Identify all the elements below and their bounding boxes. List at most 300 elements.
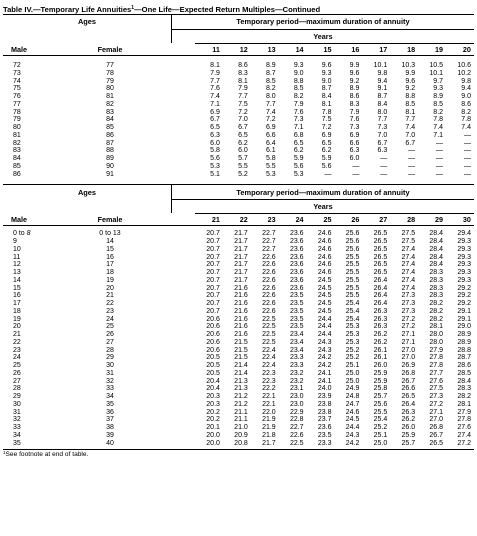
multiple-cell: 28.4	[429, 261, 444, 269]
multiple-cell: 21.6	[234, 331, 248, 338]
multiple-cell: 25.6	[345, 230, 360, 238]
multiple-cell: 22.7	[262, 245, 276, 253]
multiple-cell: 25.6	[373, 400, 388, 408]
multiple-cell: 9.8	[377, 69, 388, 77]
male-age-cell: 76	[13, 93, 21, 100]
multiple-cell: 22.1	[262, 400, 276, 408]
multiple-cell: 20.7	[206, 292, 220, 300]
multiple-cell: 7.5	[321, 116, 332, 124]
year-column-header: 17	[379, 44, 388, 54]
multiple-cell: 7.7	[265, 100, 276, 108]
multiple-cell: 24.2	[317, 362, 332, 369]
multiple-cell: 29.1	[457, 315, 471, 323]
multiple-cell: 24.6	[317, 253, 332, 261]
table-row	[3, 230, 474, 238]
multiple-cell: 26.4	[373, 284, 388, 292]
multiple-cell: 7.6	[293, 108, 304, 116]
multiple-cell: 9.6	[349, 69, 360, 77]
multiple-cell: 26.5	[373, 261, 388, 269]
multiple-cell: 27.2	[429, 400, 444, 408]
multiple-cell: 26.6	[401, 385, 416, 393]
table-row	[3, 424, 474, 432]
multiple-cell: 21.7	[234, 230, 248, 238]
multiple-cell: 23.2	[289, 369, 304, 377]
multiple-cell: 8.2	[433, 108, 444, 116]
multiple-cell: —	[352, 162, 360, 170]
temporary-period-header: Temporary period—maximum duration of annuity	[171, 15, 474, 29]
table-row	[3, 163, 474, 171]
multiple-cell: 10.1	[373, 62, 388, 69]
multiple-cell: 22.5	[262, 323, 276, 331]
multiple-cell: 28.4	[429, 245, 444, 253]
female-age-cell: 33	[106, 385, 114, 393]
female-age-cell: 38	[106, 424, 114, 431]
table-row	[3, 261, 474, 269]
multiple-cell: 27.3	[401, 300, 416, 307]
multiple-cell: 26.1	[373, 354, 388, 362]
multiple-cell: 23.8	[317, 408, 332, 416]
multiple-cell: 20.4	[206, 385, 220, 393]
year-column-header: 27	[379, 215, 388, 225]
female-age-cell: 30	[106, 362, 114, 369]
multiple-cell: 23.2	[289, 377, 304, 385]
male-age-cell: 15	[13, 284, 21, 292]
multiple-cell: 6.9	[210, 108, 220, 116]
multiple-cell: 28.5	[457, 369, 471, 377]
multiple-cell: 28.9	[457, 338, 471, 346]
multiple-cell: 20.1	[206, 424, 220, 431]
male-age-cell: 82	[13, 139, 21, 147]
multiple-cell: 28.0	[429, 338, 444, 346]
multiple-cell: 21.6	[234, 292, 248, 300]
year-column-header: 25	[323, 215, 332, 225]
multiple-cell: 26.9	[401, 362, 416, 369]
multiple-cell: 20.0	[206, 431, 220, 439]
male-age-cell: 85	[13, 162, 21, 170]
multiple-cell: 6.8	[293, 131, 304, 139]
year-column-header: 13	[267, 44, 276, 54]
multiple-cell: 22.6	[262, 307, 276, 315]
multiple-cell: 27.1	[429, 408, 444, 416]
multiple-cell: 23.5	[289, 323, 304, 331]
table-row	[3, 432, 474, 440]
multiple-cell: 21.6	[234, 315, 248, 323]
male-age-cell: 16	[13, 292, 21, 300]
multiple-cell: 21.7	[234, 276, 248, 284]
table-row	[3, 308, 474, 316]
multiple-cell: 7.1	[210, 100, 220, 108]
female-age-cell: 78	[106, 69, 114, 77]
multiple-cell: 24.4	[317, 323, 332, 331]
multiple-cell: 9.4	[461, 85, 471, 93]
multiple-cell: 25.4	[345, 300, 360, 307]
multiple-cell: 7.8	[461, 116, 471, 124]
multiple-cell: 7.4	[461, 124, 471, 131]
multiple-cell: 23.3	[289, 354, 304, 362]
multiple-cell: 28.3	[457, 385, 471, 393]
year-column-header: 29	[435, 215, 444, 225]
multiple-cell: 10.5	[429, 62, 444, 69]
multiple-cell: 23.6	[289, 253, 304, 261]
male-age-cell: 17	[13, 300, 21, 307]
female-age-cell: 16	[106, 253, 114, 261]
multiple-cell: 5.3	[210, 162, 220, 170]
male-age-cell: 21	[13, 331, 21, 338]
female-age-cell: 39	[106, 431, 114, 439]
multiple-cell: 20.0	[206, 439, 220, 447]
multiple-cell: 25.8	[373, 385, 388, 393]
female-age-cell: 83	[106, 108, 114, 116]
table-section-1	[3, 14, 474, 184]
multiple-cell: 9.8	[461, 77, 471, 85]
multiple-cell: 20.5	[206, 362, 220, 369]
male-age-cell: 0 to 8	[13, 230, 31, 238]
multiple-cell: 27.4	[401, 269, 416, 276]
data-table-2	[3, 230, 474, 447]
multiple-cell: 28.3	[429, 284, 444, 292]
multiple-cell: 27.6	[457, 424, 471, 431]
multiple-cell: 9.2	[405, 85, 416, 93]
multiple-cell: 23.5	[289, 292, 304, 300]
multiple-cell: 22.6	[262, 261, 276, 269]
multiple-cell: 27.0	[401, 346, 416, 354]
multiple-cell: 25.4	[345, 315, 360, 323]
multiple-cell: 7.9	[293, 100, 304, 108]
year-column-header: 28	[407, 215, 416, 225]
multiple-cell: 21.7	[234, 245, 248, 253]
male-age-cell: 32	[13, 416, 21, 424]
multiple-cell: 6.3	[377, 147, 388, 155]
multiple-cell: 27.4	[457, 431, 471, 439]
multiple-cell: 20.6	[206, 338, 220, 346]
multiple-cell: 26.0	[401, 424, 416, 431]
multiple-cell: 21.6	[234, 323, 248, 331]
female-header: Female	[97, 44, 123, 54]
multiple-cell: 9.6	[405, 77, 416, 85]
multiple-cell: 23.6	[289, 245, 304, 253]
multiple-cell: 5.6	[210, 155, 220, 162]
male-age-cell: 29	[13, 393, 21, 400]
multiple-cell: 26.5	[429, 439, 444, 447]
multiple-cell: 20.6	[206, 315, 220, 323]
male-age-cell: 73	[13, 69, 21, 77]
female-age-cell: 40	[106, 439, 114, 447]
multiple-cell: 27.8	[429, 362, 444, 369]
year-column-header: 22	[239, 215, 248, 225]
multiple-cell: 21.0	[234, 424, 248, 431]
multiple-cell: 21.1	[234, 416, 248, 424]
multiple-cell: 26.5	[401, 393, 416, 400]
multiple-cell: —	[408, 162, 416, 170]
female-age-cell: 0 to 13	[99, 230, 121, 238]
multiple-cell: 7.9	[238, 85, 248, 93]
table-row	[3, 323, 474, 331]
multiple-cell: 8.0	[377, 108, 388, 116]
multiple-cell: 23.3	[289, 362, 304, 369]
multiple-cell: 22.5	[262, 331, 276, 338]
table-row	[3, 409, 474, 417]
multiple-cell: 26.3	[373, 307, 388, 315]
multiple-cell: 21.5	[234, 354, 248, 362]
multiple-cell: 10.6	[457, 62, 471, 69]
multiple-cell: 6.2	[293, 147, 304, 155]
multiple-cell: 9.0	[461, 93, 471, 100]
multiple-cell: 22.4	[262, 346, 276, 354]
years-header: Years	[171, 200, 474, 213]
multiple-cell: 26.3	[401, 408, 416, 416]
multiple-cell: 25.6	[345, 238, 360, 245]
multiple-cell: 7.7	[238, 93, 248, 100]
multiple-cell: 26.4	[373, 276, 388, 284]
male-header: Male	[11, 44, 27, 54]
multiple-cell: 8.5	[293, 85, 304, 93]
male-age-cell: 10	[13, 245, 21, 253]
multiple-cell: 9.0	[321, 77, 332, 85]
multiple-cell: 24.7	[345, 400, 360, 408]
multiple-cell: 8.2	[461, 108, 471, 116]
multiple-cell: 10.3	[401, 62, 416, 69]
multiple-cell: 24.5	[317, 307, 332, 315]
table-row	[3, 316, 474, 324]
multiple-cell: 6.0	[349, 155, 360, 162]
multiple-cell: 8.1	[210, 62, 220, 69]
table-row	[3, 378, 474, 386]
multiple-cell: 25.2	[345, 354, 360, 362]
female-age-cell: 23	[106, 307, 114, 315]
multiple-cell: 29.3	[457, 261, 471, 269]
multiple-cell: 25.0	[373, 439, 388, 447]
multiple-cell: 26.5	[373, 238, 388, 245]
multiple-cell: 29.3	[457, 253, 471, 261]
female-age-cell: 82	[106, 100, 114, 108]
female-age-cell: 32	[106, 377, 114, 385]
table-row	[3, 171, 474, 179]
multiple-cell: 21.6	[234, 307, 248, 315]
multiple-cell: 25.2	[373, 424, 388, 431]
multiple-cell: —	[408, 155, 416, 162]
multiple-cell: 7.3	[349, 124, 360, 131]
multiple-cell: 20.6	[206, 331, 220, 338]
multiple-cell: 24.6	[317, 269, 332, 276]
multiple-cell: 23.4	[289, 346, 304, 354]
multiple-cell: 24.1	[317, 377, 332, 385]
title-footnote-mark: 1	[131, 5, 135, 11]
multiple-cell: 6.6	[265, 131, 276, 139]
multiple-cell: 24.5	[317, 300, 332, 307]
multiple-cell: 22.5	[262, 338, 276, 346]
multiple-cell: 21.9	[262, 416, 276, 424]
table-row	[3, 269, 474, 277]
multiple-cell: 9.4	[377, 77, 388, 85]
multiple-cell: 23.5	[317, 431, 332, 439]
multiple-cell: 25.0	[345, 369, 360, 377]
multiple-cell: 24.6	[317, 238, 332, 245]
multiple-cell: 6.5	[321, 139, 332, 147]
multiple-cell: 7.6	[349, 116, 360, 124]
male-age-cell: 24	[13, 354, 21, 362]
female-age-cell: 81	[106, 93, 114, 100]
female-age-cell: 28	[106, 346, 114, 354]
female-age-cell: 25	[106, 323, 114, 331]
multiple-cell: 7.2	[321, 124, 332, 131]
multiple-cell: 8.1	[321, 100, 332, 108]
multiple-cell: 24.9	[345, 385, 360, 393]
multiple-cell: 28.2	[429, 307, 444, 315]
multiple-cell: 8.9	[349, 85, 360, 93]
multiple-cell: 25.6	[345, 245, 360, 253]
table-row	[3, 155, 474, 163]
multiple-cell: 25.1	[373, 431, 388, 439]
table-row	[3, 254, 474, 262]
multiple-cell: —	[324, 170, 332, 178]
female-age-cell: 87	[106, 139, 114, 147]
multiple-cell: 9.7	[433, 77, 444, 85]
male-age-cell: 84	[13, 155, 21, 162]
multiple-cell: 24.2	[317, 354, 332, 362]
multiple-cell: 26.4	[373, 300, 388, 307]
multiple-cell: 7.5	[238, 100, 248, 108]
multiple-cell: 7.6	[210, 85, 220, 93]
multiple-cell: 6.6	[349, 139, 360, 147]
multiple-cell: 27.0	[429, 416, 444, 424]
multiple-cell: 24.6	[317, 245, 332, 253]
multiple-cell: 26.1	[373, 346, 388, 354]
multiple-cell: 20.7	[206, 245, 220, 253]
multiple-cell: 28.4	[457, 377, 471, 385]
multiple-cell: —	[380, 155, 388, 162]
table-row	[3, 339, 474, 347]
multiple-cell: 23.5	[289, 300, 304, 307]
multiple-cell: 9.3	[433, 85, 444, 93]
multiple-cell: 27.5	[401, 238, 416, 245]
multiple-cell: 8.2	[293, 93, 304, 100]
multiple-cell: 5.9	[293, 155, 304, 162]
table-row	[3, 354, 474, 362]
multiple-cell: —	[464, 131, 471, 139]
multiple-cell: 29.3	[457, 276, 471, 284]
multiple-cell: 8.6	[349, 93, 360, 100]
multiple-cell: 22.3	[262, 377, 276, 385]
multiple-cell: 20.8	[234, 439, 248, 447]
multiple-cell: 23.8	[317, 400, 332, 408]
multiple-cell: 6.2	[238, 139, 248, 147]
female-age-cell: 35	[106, 400, 114, 408]
multiple-cell: 6.0	[210, 139, 220, 147]
multiple-cell: 20.5	[206, 354, 220, 362]
multiple-cell: 23.6	[289, 230, 304, 238]
multiple-cell: 20.7	[206, 269, 220, 276]
multiple-cell: 25.7	[401, 439, 416, 447]
male-age-cell: 34	[13, 431, 21, 439]
multiple-cell: 8.5	[265, 77, 276, 85]
multiple-cell: 8.7	[265, 69, 276, 77]
multiple-cell: 23.6	[289, 238, 304, 245]
female-age-cell: 34	[106, 393, 114, 400]
multiple-cell: 9.3	[321, 69, 332, 77]
male-header: Male	[11, 215, 27, 225]
multiple-cell: 8.8	[405, 93, 416, 100]
multiple-cell: 21.9	[262, 424, 276, 431]
male-age-cell: 35	[13, 439, 21, 447]
multiple-cell: 28.4	[429, 238, 444, 245]
multiple-cell: 5.9	[321, 155, 332, 162]
multiple-cell: 23.3	[317, 439, 332, 447]
table-row	[3, 124, 474, 132]
male-age-cell: 20	[13, 323, 21, 331]
multiple-cell: 27.3	[429, 393, 444, 400]
multiple-cell: 8.9	[265, 62, 276, 69]
table-row	[3, 393, 474, 401]
multiple-cell: 21.7	[234, 269, 248, 276]
male-age-cell: 72	[13, 62, 21, 69]
multiple-cell: 27.2	[401, 315, 416, 323]
multiple-cell: 7.0	[238, 116, 248, 124]
multiple-cell: 21.2	[234, 400, 248, 408]
table-title	[3, 2, 474, 14]
male-age-cell: 22	[13, 338, 21, 346]
table-row	[3, 331, 474, 339]
multiple-cell: 24.0	[317, 385, 332, 393]
temporary-period-header: Temporary period—maximum duration of annuity	[171, 185, 474, 199]
multiple-cell: 21.7	[262, 439, 276, 447]
multiple-cell: 7.8	[433, 116, 444, 124]
multiple-cell: 22.6	[262, 276, 276, 284]
multiple-cell: 26.7	[429, 431, 444, 439]
multiple-cell: 22.7	[262, 230, 276, 238]
multiple-cell: 8.2	[265, 85, 276, 93]
table-row	[3, 347, 474, 355]
female-age-cell: 19	[106, 276, 114, 284]
multiple-cell: 22.5	[262, 315, 276, 323]
year-column-header: 18	[407, 44, 416, 54]
multiple-cell: 22.5	[289, 439, 304, 447]
multiple-cell: 27.3	[401, 292, 416, 300]
multiple-cell: —	[380, 162, 388, 170]
multiple-cell: 27.4	[401, 245, 416, 253]
multiple-cell: 6.2	[321, 147, 332, 155]
multiple-cell: 8.5	[433, 100, 444, 108]
female-age-cell: 84	[106, 116, 114, 124]
multiple-cell: 28.4	[429, 253, 444, 261]
female-age-cell: 29	[106, 354, 114, 362]
multiple-cell: 20.4	[206, 377, 220, 385]
multiple-cell: 25.5	[345, 276, 360, 284]
male-age-cell: 30	[13, 400, 21, 408]
table-row	[3, 85, 474, 93]
multiple-cell: 6.9	[321, 131, 332, 139]
multiple-cell: 27.4	[401, 284, 416, 292]
multiple-cell: 6.7	[238, 124, 248, 131]
male-age-cell: 27	[13, 377, 21, 385]
multiple-cell: 26.8	[401, 369, 416, 377]
multiple-cell: 25.5	[345, 261, 360, 269]
female-age-cell: 26	[106, 331, 114, 338]
multiple-cell: 29.1	[457, 307, 471, 315]
year-column-header: 26	[351, 215, 360, 225]
table-row	[3, 285, 474, 293]
multiple-cell: 24.5	[317, 276, 332, 284]
female-age-cell: 37	[106, 416, 114, 424]
multiple-cell: 20.3	[206, 393, 220, 400]
multiple-cell: 27.2	[457, 439, 471, 447]
multiple-cell: —	[436, 147, 444, 155]
multiple-cell: 21.8	[262, 431, 276, 439]
multiple-cell: 26.5	[373, 269, 388, 276]
table-row	[3, 277, 474, 285]
multiple-cell: 23.0	[289, 400, 304, 408]
multiple-cell: 21.6	[234, 284, 248, 292]
multiple-cell: 23.6	[289, 284, 304, 292]
